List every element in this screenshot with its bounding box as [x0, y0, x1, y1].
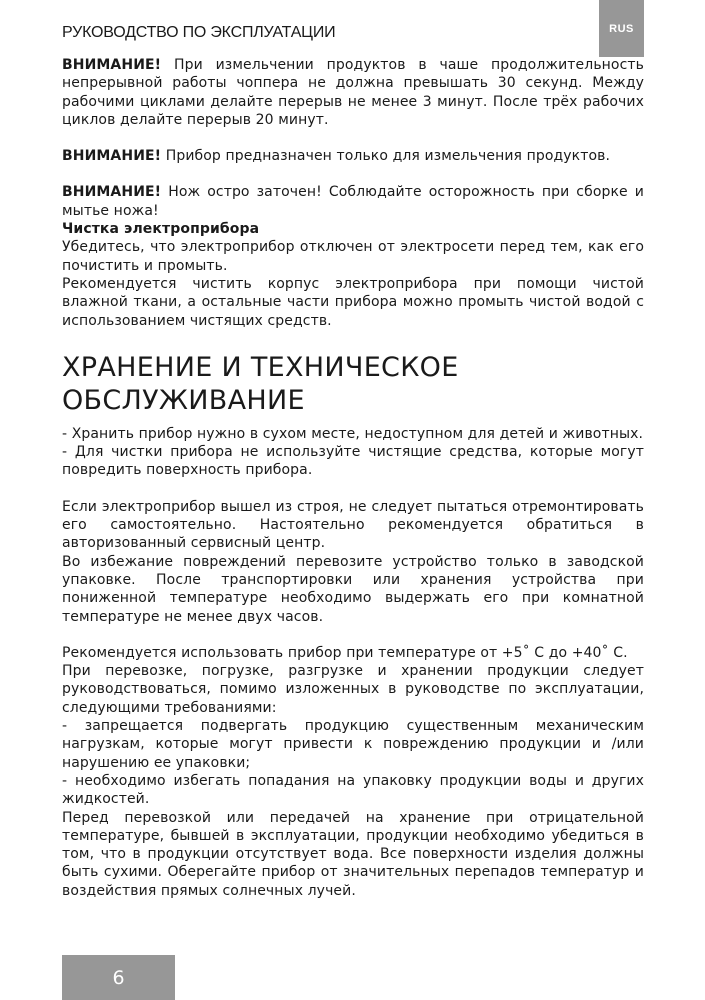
warning-label: ВНИМАНИЕ!: [62, 184, 162, 201]
warning-paragraph: [62, 183, 644, 220]
warning-text: Нож остро заточен! Соблюдайте осторожность при сборке и мытье ножа!: [62, 184, 644, 219]
section-title-line: ОБСЛУЖИВАНИЕ: [62, 384, 305, 416]
requirements-paragraph: При перевозке, погрузке, разгрузке и хранении продукции следует руководствоваться, помимо изложенных в руководстве по эксплуатации, следующими требованиями:: [62, 663, 644, 716]
cleaning-heading: Чистка электроприбора: [62, 221, 260, 238]
document-header-title: РУКОВОДСТВО ПО ЭКСПЛУАТАЦИИ: [62, 24, 336, 41]
negative-temperature-paragraph: Перед перевозкой или передачей на хранение при отрицательной температуре, бывшей в эксплуатации, продукции необходимо убедиться в том, что в продукции отсутствует вода. Все поверхности изделия должны быть сухими. Оберегайте прибор от значительных перепадов температур и воздействия прямых солнечных лучей.: [62, 809, 644, 899]
warning-text: Прибор предназначен только для измельчения продуктов.: [161, 148, 611, 165]
cleaning-paragraph: Убедитесь, что электроприбор отключен от электросети перед тем, как его почистить и промыть.: [62, 239, 644, 274]
cleaning-paragraph: Рекомендуется чистить корпус электроприбора при помощи чистой влажной ткани, а остальные части прибора можно промыть чистой водой с использованием чистящих средств.: [62, 275, 644, 329]
storage-bullet: - Для чистки прибора не используйте чистящие средства, которые могут повредить поверхность прибора.: [62, 444, 644, 479]
temperature-paragraph: Рекомендуется использовать прибор при температуре от +5˚ С до +40˚ С.: [62, 644, 628, 661]
warning-paragraph: [62, 147, 644, 165]
warning-text: При измельчении продуктов в чаше продолжительность непрерывной работы чоппера не должна превышать 30 секунд. Между рабочими циклами делайте перерыв не менее 3 минут. После трёх рабочих циклов делайте перерыв 20 минут.: [62, 57, 644, 128]
section-title: [62, 351, 644, 417]
requirement-item: - запрещается подвергать продукцию существенным механическим нагрузкам, которые могут привести к повреждению продукции и /или нарушению ее упаковки;: [62, 718, 644, 771]
page-content: [62, 56, 644, 900]
language-badge: RUS: [599, 0, 644, 57]
storage-bullet: - Хранить прибор нужно в сухом месте, недоступном для детей и животных.: [62, 425, 644, 442]
warning-paragraph: [62, 56, 644, 129]
transport-paragraph: Во избежание повреждений перевозите устройство только в заводской упаковке. После транспортировки или хранения устройства при пониженной температуре необходимо выдержать его при комнатной температуре не менее двух часов.: [62, 553, 644, 625]
warning-label: ВНИМАНИЕ!: [62, 57, 162, 73]
section-title-line: ХРАНЕНИЕ И ТЕХНИЧЕСКОЕ: [62, 351, 459, 383]
page-number: 6: [62, 955, 175, 1000]
requirement-item: - необходимо избегать попадания на упаковку продукции воды и других жидкостей.: [62, 772, 644, 808]
repair-paragraph: Если электроприбор вышел из строя, не следует пытаться отремонтировать его самостоятельно. Настоятельно рекомендуется обратиться в авторизованный сервисный центр.: [62, 498, 644, 552]
warning-label: ВНИМАНИЕ!: [62, 148, 162, 165]
